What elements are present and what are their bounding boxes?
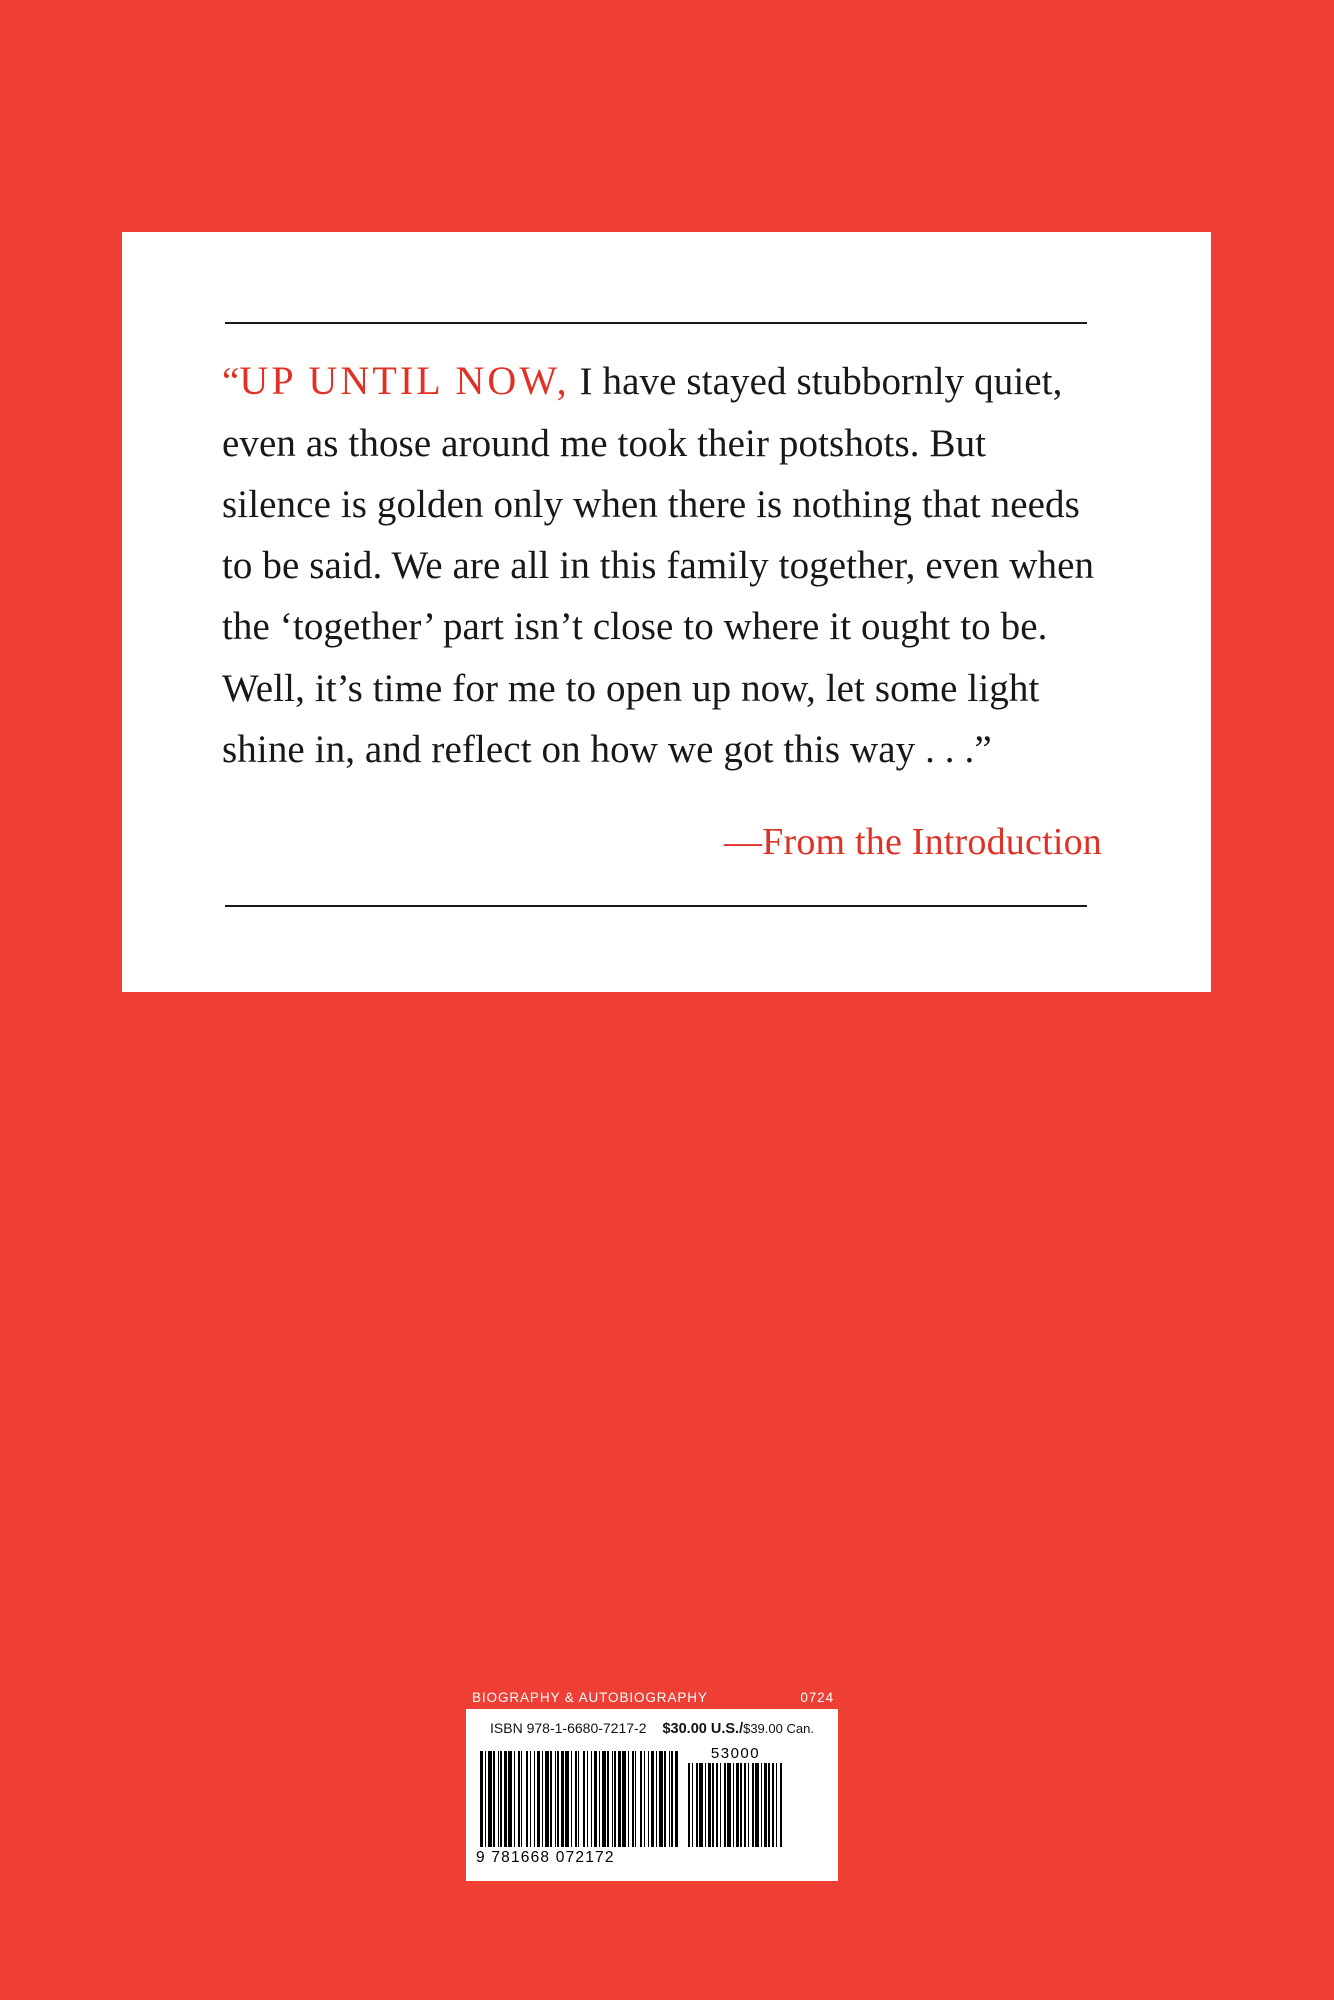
isbn-line	[466, 1720, 838, 1737]
ean-digits: 9 781668 072172	[476, 1849, 615, 1866]
price-us: $30.00 U.S./	[662, 1721, 744, 1737]
barcode-zone	[466, 1690, 838, 1881]
bisac-row	[466, 1690, 838, 1709]
quote-lead-caps: UP UNTIL NOW,	[239, 358, 570, 403]
quote-panel	[122, 232, 1211, 992]
price-can: $39.00 Can.	[743, 1721, 814, 1736]
quote-attribution: —From the Introduction	[723, 821, 1102, 863]
price-block	[662, 1721, 813, 1737]
divider-top	[225, 322, 1087, 324]
barcode-bars-addon	[688, 1763, 783, 1847]
addon-digits: 53000	[710, 1745, 761, 1762]
bisac-category: BIOGRAPHY & AUTOBIOGRAPHY	[472, 1690, 708, 1705]
isbn-number: ISBN 978-1-6680-7217-2	[490, 1720, 647, 1736]
barcode-bars-main	[480, 1751, 676, 1847]
open-quote-mark: “	[222, 360, 240, 403]
quote-text	[222, 350, 1102, 780]
quote-body-text: I have stayed stubbornly quiet, even as those around me took their potshots. But silence is golden only when there is nothing that needs to be said. We are all in this family together, even when the ‘together’ part isn’t close to where it ought to be. Well, it’s time for me to open up now, let some light shine in, and reflect on how we got this way . . .”	[222, 360, 1095, 771]
divider-bottom	[225, 905, 1087, 907]
bisac-code: 0724	[800, 1690, 834, 1705]
barcode-card	[466, 1709, 838, 1881]
